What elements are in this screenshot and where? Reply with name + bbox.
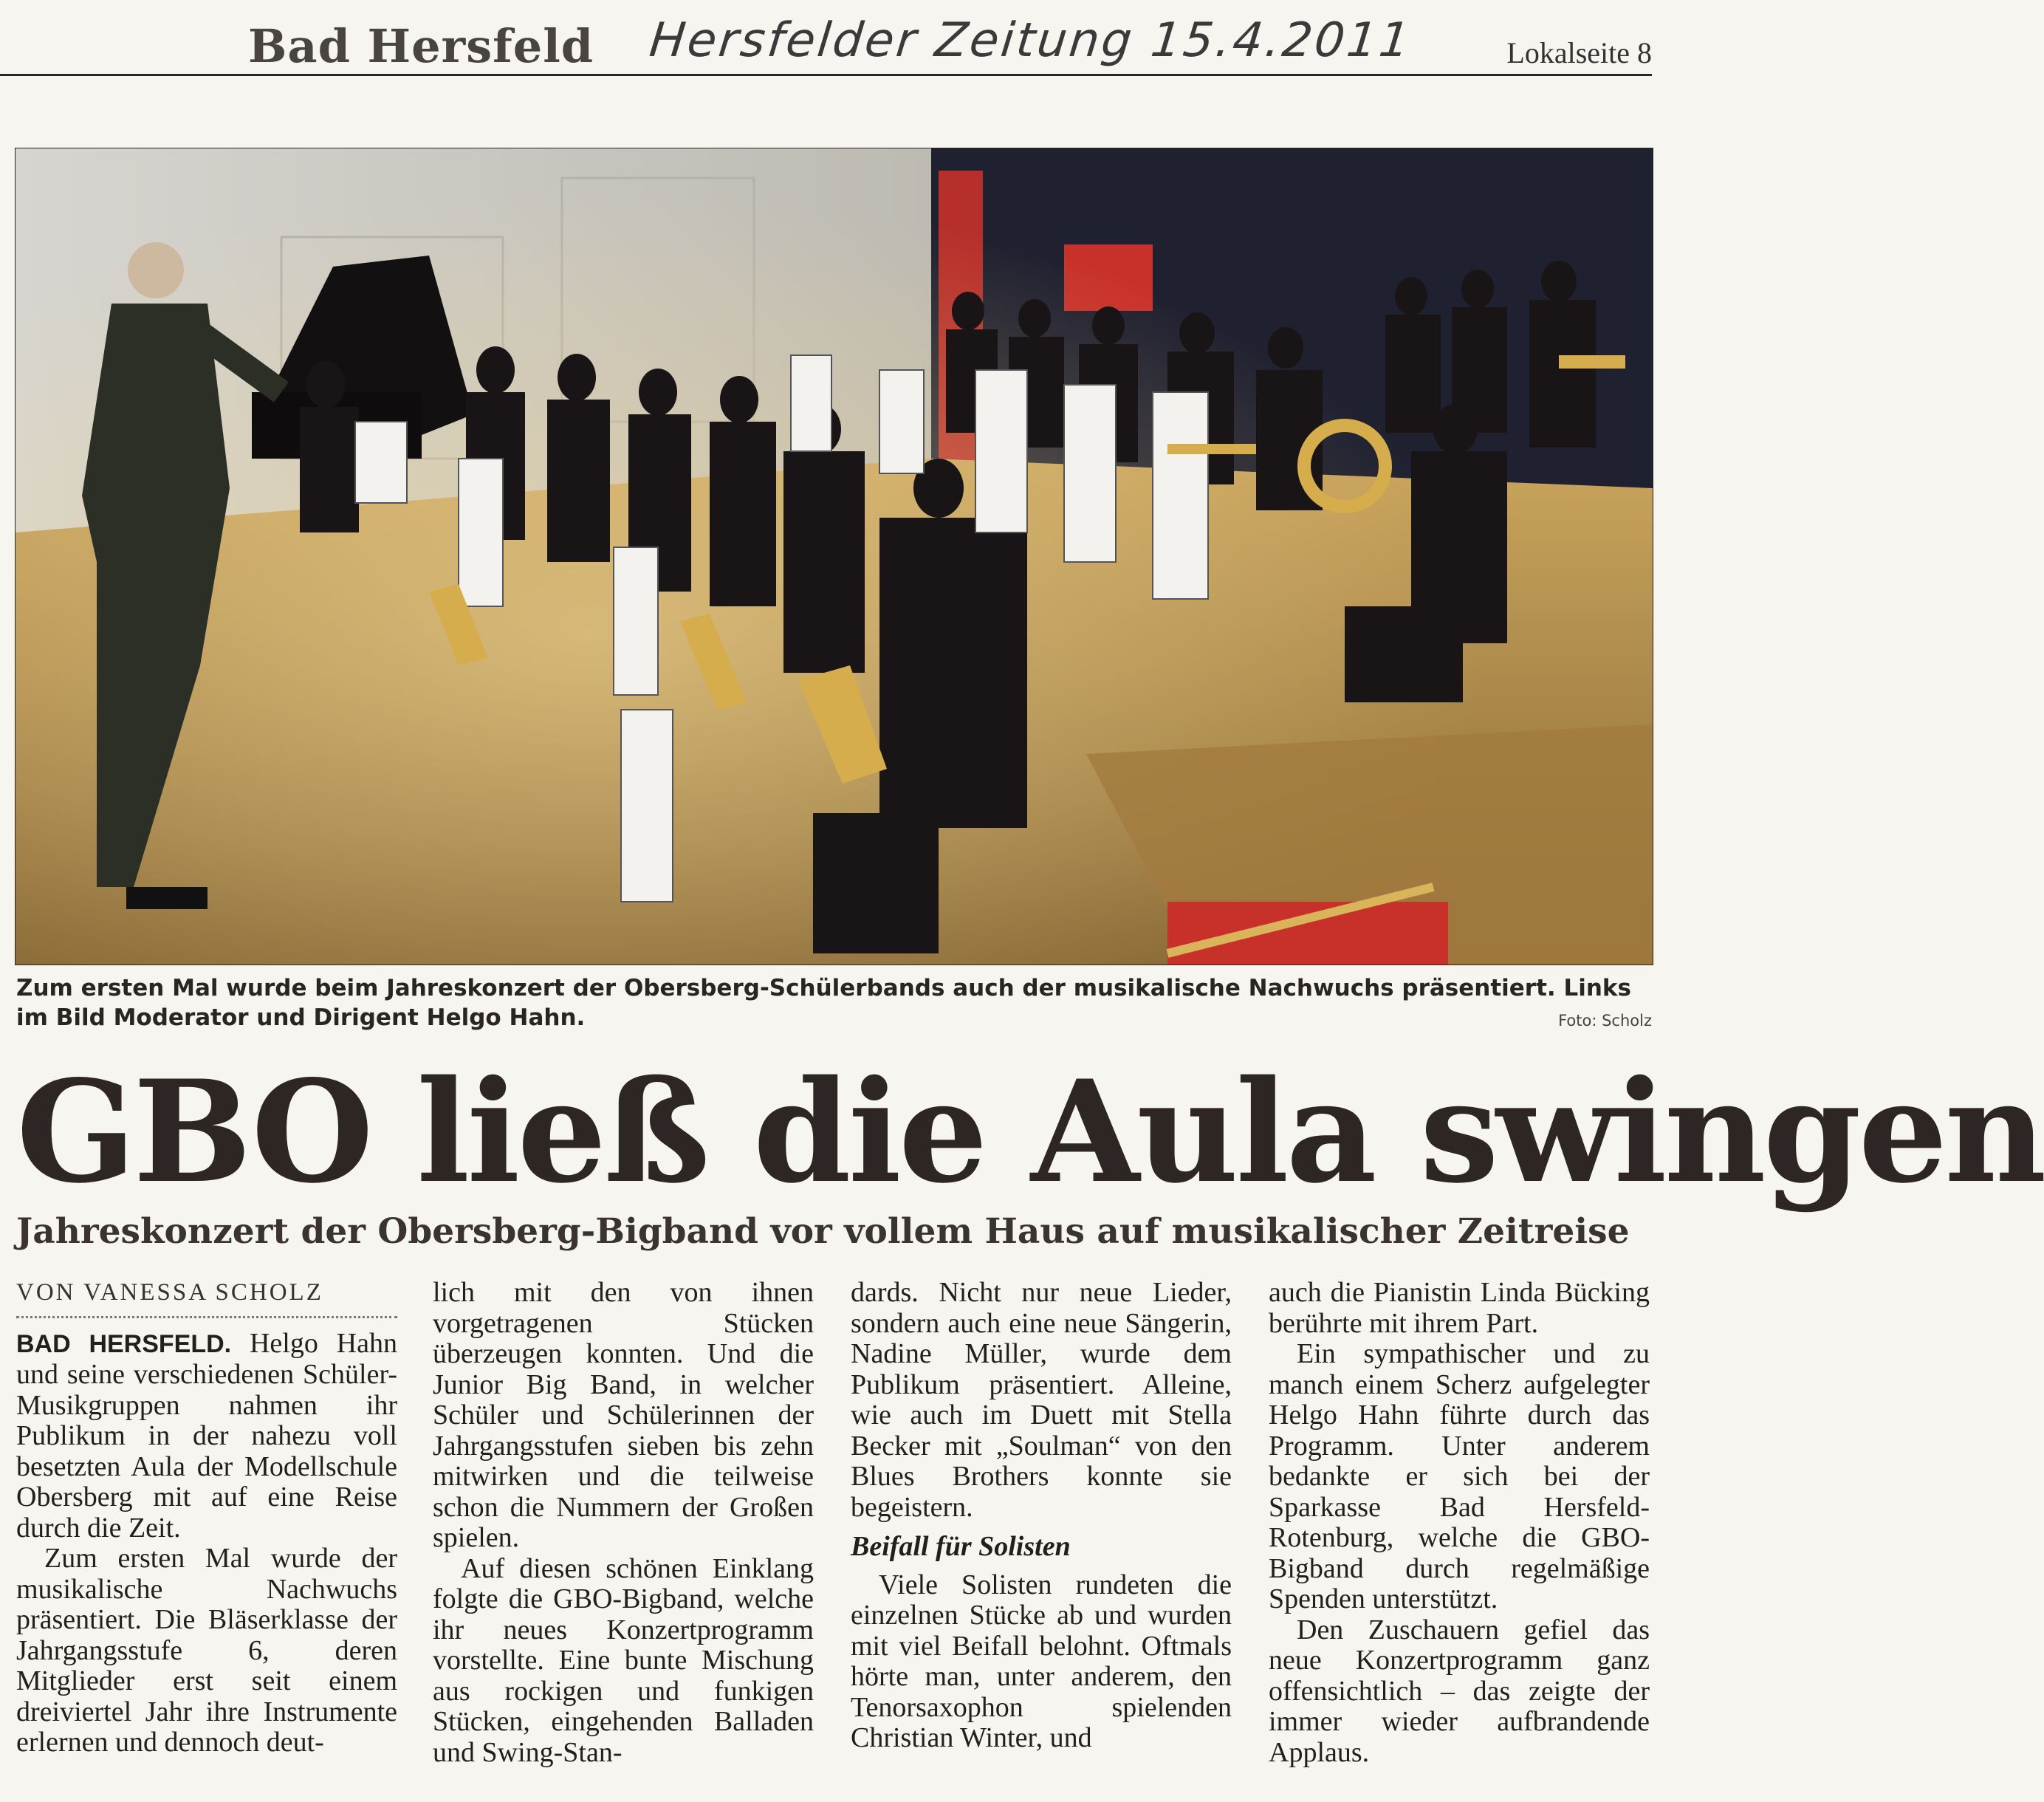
photo-credit: Foto: Scholz (1558, 1012, 1652, 1030)
article-column-3 (851, 1278, 1232, 1754)
paragraph: auch die Pianistin Linda Bücking berührte mit ihrem Part. (1269, 1277, 1650, 1339)
page-label: Lokalseite 8 (1506, 36, 1652, 69)
header-rule (0, 74, 1652, 76)
paragraph: Ein sympathischer und zu manch einem Scherz aufgelegter Helgo Hahn führte durch das Programm. Unter anderem bedankte er sich bei der Sparkasse Bad Hersfeld-Rotenburg, welche die GBO-Bigband durch regelmäßige Spenden unterstützt. (1269, 1338, 1650, 1614)
section-subheading: Beifall für Solisten (851, 1531, 1071, 1562)
article-subheadline: Jahreskonzert der Obersberg-Bigband vor vollem Haus auf musikalischer Zeitreise (16, 1211, 1630, 1252)
paragraph: Zum ersten Mal wurde der musikalische Nachwuchs präsentiert. Die Bläserklasse der Jahrgangsstufe 6, deren Mitglieder erst seit einem dreiviertel Jahr ihre Instrumente erlernen und dennoch deut- (16, 1543, 397, 1758)
paragraph (16, 1329, 397, 1544)
concert-photo (15, 148, 1653, 965)
handwritten-source-note: Hersfelder Zeitung 15.4.2011 (647, 13, 1415, 68)
paragraph: Den Zuschauern gefiel das neue Konzertprogramm ganz offensichtlich – das zeigte der immer wieder aufbrandende Applaus. (1269, 1614, 1650, 1768)
paragraph: dards. Nicht nur neue Lieder, sondern auch eine neue Sängerin, Nadine Müller, wurde dem Publikum präsentiert. Alleine, wie auch im Duett mit Stella Becker mit „Soulman“ von den Blues Brothers konnte sie begeistern. (851, 1277, 1232, 1523)
section-title: Bad Hersfeld (248, 19, 594, 73)
article-column-4 (1269, 1278, 1650, 1768)
paragraph: lich mit den von ihnen vorgetragenen Stücken überzeugen konnten. Und die Junior Big Band, in welcher Schüler und Schülerinnen der Jahrgangsstufen sieben bis zehn mitwirken und die teilweise schon die Nummern der Großen spielen. (433, 1277, 814, 1553)
byline: VON VANESSA SCHOLZ (16, 1278, 397, 1318)
paragraph: Viele Solisten rundeten die einzelnen Stücke ab und wurden mit viel Beifall belohnt. Oftmals hörte man, unter anderem, den Tenorsaxophon spielenden Christian Winter, und (851, 1569, 1232, 1753)
instrument-case (1167, 902, 1448, 965)
paragraph: Auf diesen schönen Einklang folgte die GBO-Bigband, welche ihr neues Konzertprogramm vorstellte. Eine bunte Mischung aus rockigen und funkigen Stücken, eingehenden Balladen und Swing-Stan- (433, 1552, 814, 1768)
photo-caption: Zum ersten Mal wurde beim Jahreskonzert der Obersberg-Schülerbands auch der musikalische Nachwuchs präsentiert. Links im Bild Moderator und Dirigent Helgo Hahn. (16, 975, 1631, 1031)
concert-photo-illustration (16, 148, 1653, 965)
dateline: BAD HERSFELD. (16, 1329, 232, 1358)
paragraph-text: Helgo Hahn und seine verschiedenen Schüler-Musikgruppen nahmen ihr Publikum in der nahezu voll besetzten Aula der Modellschule Obersberg mit auf eine Reise durch die Zeit. (16, 1327, 397, 1544)
article-column-2 (433, 1278, 814, 1768)
article-headline: GBO ließ die Aula swingen (16, 1049, 2044, 1214)
article-column-1 (16, 1278, 397, 1758)
